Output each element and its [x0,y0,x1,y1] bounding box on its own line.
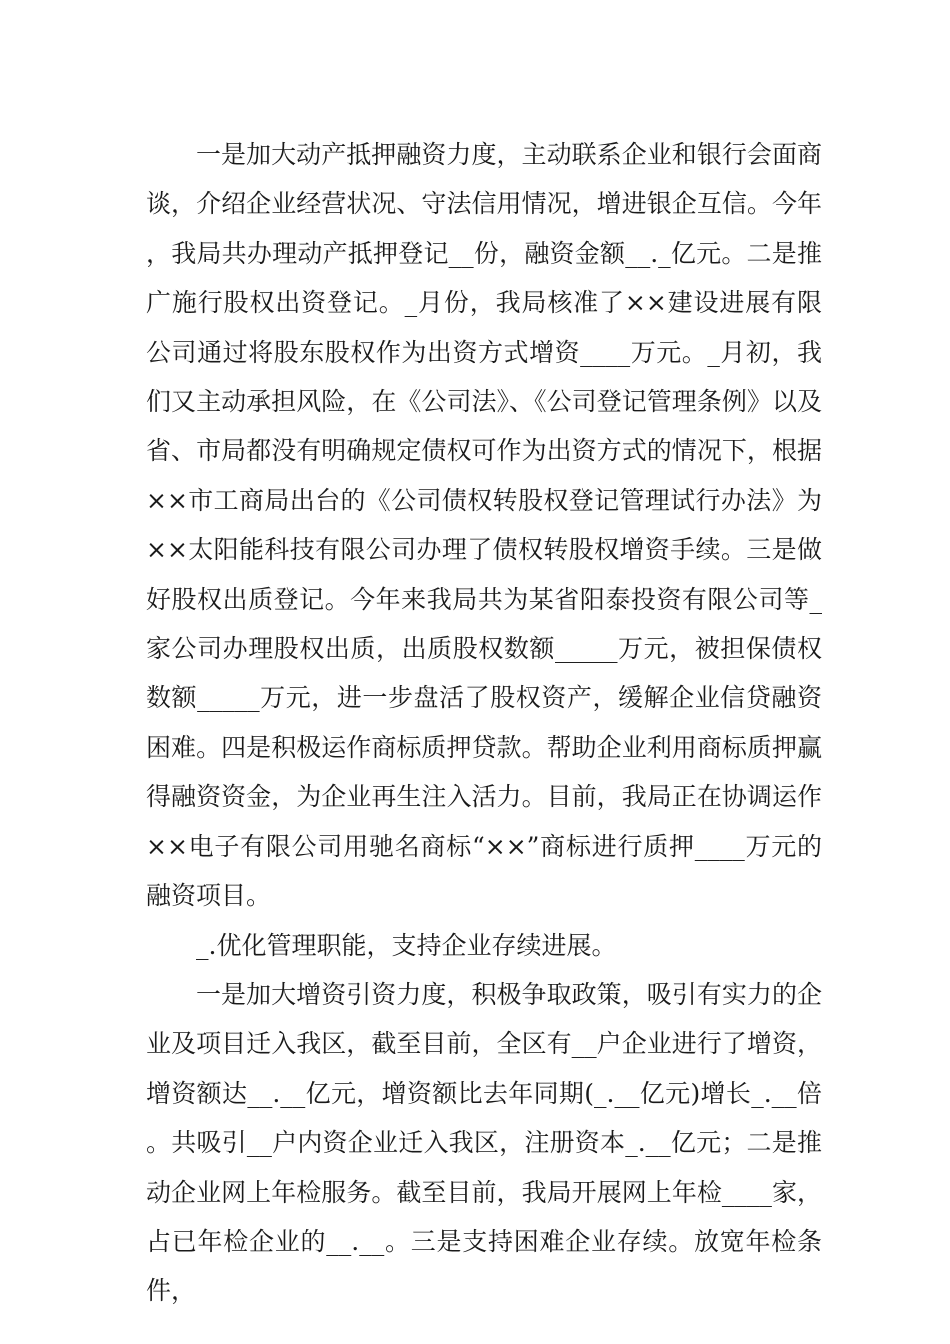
document-body [146,130,822,1316]
paragraph-section-heading: _.优化管理职能，支持企业存续进展。 [196,930,617,960]
paragraph-financing-measures: 一是加大动产抵押融资力度，主动联系企业和银行会面商谈，介绍企业经营状况、守法信用情况，增进银企互信。今年，我局共办理动产抵押登记__份，融资金额__._亿元。二是推广施行股权出资登记。_月份，我局核准了××建设进展有限公司通过将股东股权作为出资方式增资____万元。_月初，我们又主动承担风险，在《公司法》、《公司登记管理条例》以及省、市局都没有明确规定债权可作为出资方式的情况下，根据××市工商局出台的《公司债权转股权登记管理试行办法》为××太阳能科技有限公司办理了债权转股权增资手续。三是做好股权出质登记。今年来我局共为某省阳泰投资有限公司等_家公司办理股权出质，出质股权数额_____万元，被担保债权数额_____万元，进一步盘活了股权资产，缓解企业信贷融资困难。四是积极运作商标质押贷款。帮助企业利用商标质押赢得融资资金，为企业再生注入活力。目前，我局正在协调运作××电子有限公司用驰名商标“××”商标进行质押____万元的融资项目。 [146,140,822,911]
paragraph-capital-increase: 一是加大增资引资力度，积极争取政策，吸引有实力的企业及项目迁入我区，截至目前，全区有__户企业进行了增资，增资额达__.__亿元，增资额比去年同期(_.__亿元)增长_.__倍。共吸引__户内资企业迁入我区，注册资本_.__亿元；二是推动企业网上年检服务。截至目前，我局开展网上年检____家，占已年检企业的__.__。三是支持困难企业存续。放宽年检条件， [146,979,822,1306]
